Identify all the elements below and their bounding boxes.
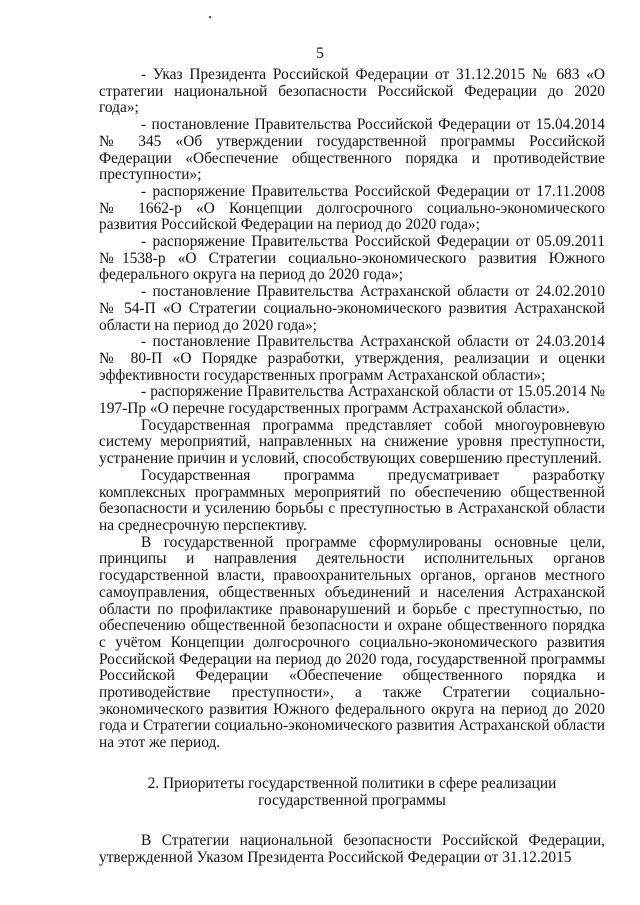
spacer [99,809,605,833]
paragraph-program-goals: В государственной программе сформулированы основные цели, принципы и направления деятельности исполнительных органов государственной власти, правоохранительных органов, органов местного самоуправления, общественных объединений и населения Астраханской области по профилактике правонарушений и борьбе с преступностью, по обеспечению общественной безопасности и охране общественного порядка с учётом Концепции долгосрочного социально-экономического развития Российской Федерации на период до 2020 года, государственной программы Российской Федерации «Обеспечение общественного порядка и противодействие преступности», а также Стратегии социально-экономического развития Южного федерального округа на период до 2020 года и Стратегии социально-экономического развития Астраханской области на этот же период. [99,533,605,752]
list-item-resolution-80: - постановление Правительства Астраханской области от 24.03.2014 № 80-П «О Порядке разработки, утверждения, реализации и оценки эффективности государственных программ Астраханской области»; [99,333,605,384]
paragraph-program-measures: Государственная программа предусматривает разработку комплексных программных мероприятий по обеспечению общественной безопасности и усилению борьбы с преступностью в Астраханской области на среднесрочную перспективу. [99,466,605,534]
list-item-order-1538: - распоряжение Правительства Российской Федерации от 05.09.2011 №1538-р «О Стратегии социально-экономического развития Южного федерального округа на период до 2020 года»; [99,233,605,284]
list-item-resolution-54: - постановление Правительства Астраханской области от 24.02.2010 № 54-П «О Стратегии социально-экономического развития Астраханской области на период до 2020 года»; [99,283,605,334]
list-item-decree-683: - Указ Президента Российской Федерации от 31.12.2015 № 683 «О стратегии национальной безопасности Российской Федерации до 2020 года»; [99,66,605,117]
scan-speck [209,16,211,18]
list-item-order-1662: - распоряжение Правительства Российской Федерации от 17.11.2008 № 1662-р «О Концепции долгосрочного социально-экономического развития Российской Федерации на период до 2020 года»; [99,182,605,234]
list-item-order-197: - распоряжение Правительства Астраханской области от 15.05.2014 № 197-Пр «О перечне государственных программ Астраханской области». [99,383,605,418]
section-heading [99,776,605,809]
section-heading-line-1: 2. Приоритеты государственной политики в сфере реализации [147,774,557,792]
section-heading-line-2: государственной программы [258,791,446,809]
document-body [99,67,605,867]
list-item-resolution-345: - постановление Правительства Российской Федерации от 15.04.2014 № 345 «Об утверждении государственной программы Российской Федерации «Обеспечение общественного порядка и противодействие преступности»; [99,116,605,184]
paragraph-strategy-intro: В Стратегии национальной безопасности Российской Федерации, утвержденной Указом Президента Российской Федерации от 31.12.2015 [99,832,605,866]
paragraph-program-system: Государственная программа представляет собой многоуровневую систему мероприятий, направленных на снижение уровня преступности, устранение причин и условий, способствующих совершению преступлений. [99,416,605,468]
page-number: 5 [316,45,324,62]
